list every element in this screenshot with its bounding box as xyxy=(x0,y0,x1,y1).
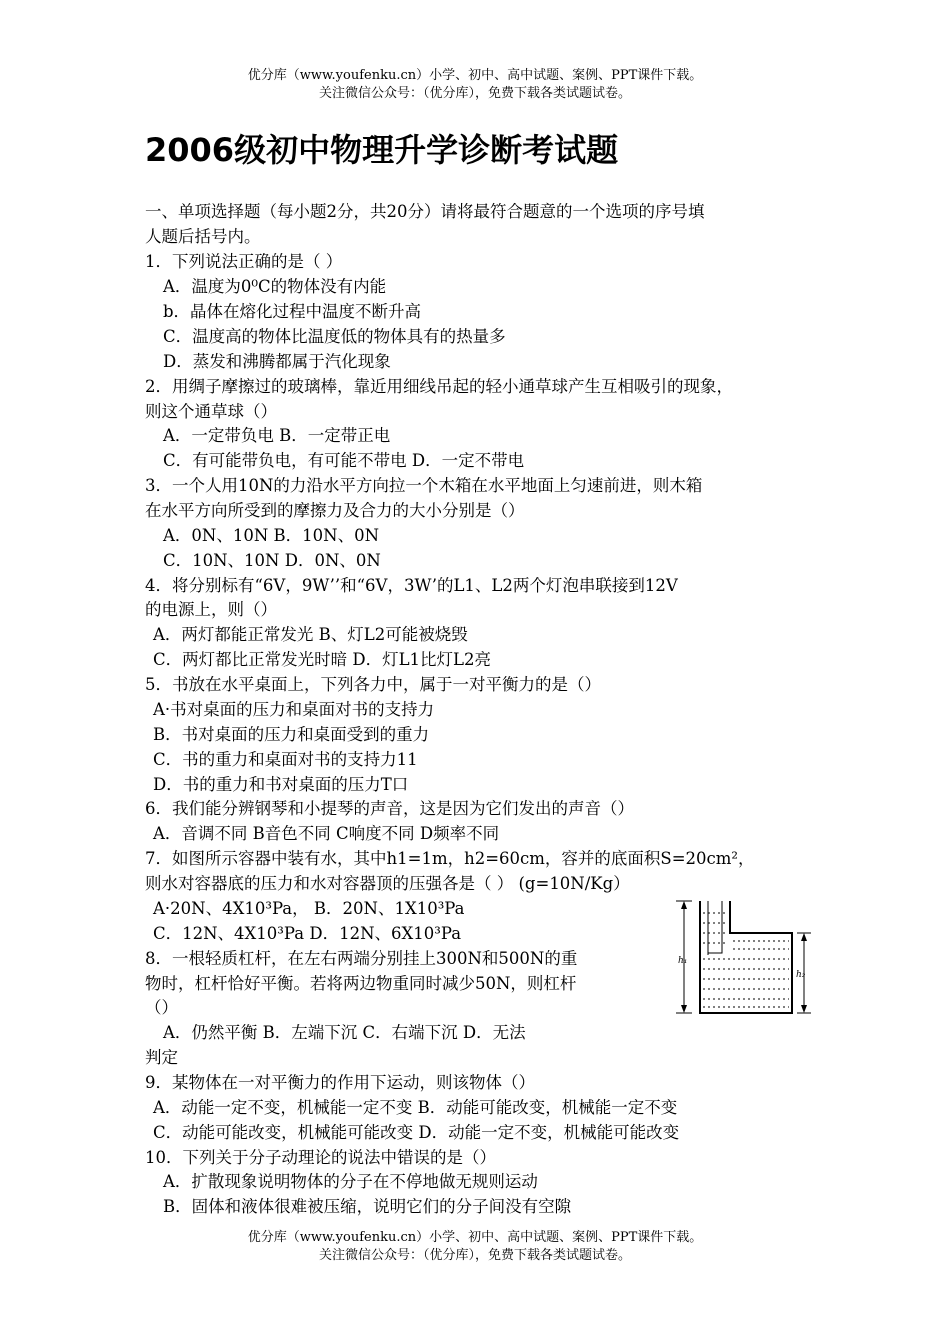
footer-line-1: 优分库（www.youfenku.cn）小学、初中、高中试题、案例、PPT课件下载。 xyxy=(247,1230,703,1245)
q5-stem: 5．书放在水平桌面上，下列各力中，属于一对平衡力的是（） xyxy=(145,675,601,694)
q2-options-cd: C．有可能带负电，有可能不带电 D．一定不带电 xyxy=(163,451,525,470)
q3-stem-line-2: 在水平方向所受到的摩擦力及合力的大小分别是（） xyxy=(145,501,525,520)
q1-option-c: C．温度高的物体比温度低的物体具有的热量多 xyxy=(163,327,506,346)
q8-stem-line-3: （） xyxy=(145,998,178,1017)
q4-stem-line-1: 4．将分别标有“6V，9W’’和“6V，3W’的L1、L2两个灯泡串联接到12V xyxy=(145,576,678,595)
q1-option-d: D．蒸发和沸腾都属于汽化现象 xyxy=(163,352,391,371)
h2-label: h₂ xyxy=(796,970,806,980)
q3-stem-line-1: 3．一个人用10N的力沿水平方向拉一个木箱在水平地面上匀速前进，则木箱 xyxy=(145,476,703,495)
q8-stem-line-2: 物时，杠杆恰好平衡。若将两边物重同时减少50N，则杠杆 xyxy=(145,974,577,993)
h2-arrow-up xyxy=(801,933,807,941)
q7-options-ab: A·20N、4X10³Pa， B．20N、1X10³Pa xyxy=(153,899,465,918)
q8-stem-line-1: 8．一根轻质杠杆，在左右两端分别挂上300N和500N的重 xyxy=(145,949,578,968)
q10-option-b: B．固体和液体很难被压缩，说明它们的分子间没有空隙 xyxy=(163,1197,572,1216)
header-line-1: 优分库（www.youfenku.cn）小学、初中、高中试题、案例、PPT课件下载。 xyxy=(247,68,703,83)
q7-stem-line-1: 7．如图所示容器中装有水，其中h1=1m，h2=60cm，容并的底面积S=20cm²， xyxy=(145,849,755,868)
h2-arrow-down xyxy=(801,1005,807,1013)
q4-options-cd: C．两灯都比正常发光时暗 D．灯L1比灯L2亮 xyxy=(153,650,492,669)
section-intro-line-1: 一、单项选择题（每小题2分，共20分）请将最符合题意的一个选项的序号填 xyxy=(145,202,705,221)
q5-option-b: B．书对桌面的压力和桌面受到的重力 xyxy=(153,725,430,744)
tube-inner-wall xyxy=(708,901,722,953)
q3-options-cd: C．10N、10N D．0N、0N xyxy=(163,551,381,570)
q7-options-cd: C．12N、4X10³Pa D．12N、6X10³Pa xyxy=(153,924,462,943)
q2-options-ab: A．一定带负电 B．一定带正电 xyxy=(163,426,391,445)
q5-option-c: C．书的重力和桌面对书的支持力11 xyxy=(153,750,418,769)
h1-label: h₁ xyxy=(678,956,688,966)
q8-options-cont: 判定 xyxy=(145,1048,178,1067)
section-intro-line-2: 人题后括号内。 xyxy=(145,227,261,246)
header-line-2: 关注微信公众号：（优分库），免费下载各类试题试卷。 xyxy=(318,86,631,101)
h1-arrow-up xyxy=(681,901,687,909)
q6-stem: 6．我们能分辨钢琴和小提琴的声音，这是因为它们发出的声音（） xyxy=(145,799,634,818)
q1-stem: 1．下列说法正确的是（ ） xyxy=(145,252,343,271)
container-outline xyxy=(700,901,792,1013)
q9-stem: 9．某物体在一对平衡力的作用下运动，则该物体（） xyxy=(145,1073,535,1092)
h1-arrow-down xyxy=(681,1005,687,1013)
q5-option-a: A·书对桌面的压力和桌面对书的支持力 xyxy=(153,700,435,719)
water-lines xyxy=(703,913,789,1007)
q2-stem-line-2: 则这个通草球（） xyxy=(145,402,277,421)
container-diagram xyxy=(670,893,815,1023)
q2-stem-line-1: 2．用绸子摩擦过的玻璃棒，靠近用细线吊起的轻小通草球产生互相吸引的现象， xyxy=(145,377,733,396)
q3-options-ab: A．0N、10N B．10N、0N xyxy=(163,526,380,545)
q4-stem-line-2: 的电源上，则（） xyxy=(145,600,277,619)
page-title: 2006级初中物理升学诊断考试题 xyxy=(145,131,619,169)
q6-options: A．音调不同 B音色不同 C响度不同 D频率不同 xyxy=(153,824,500,843)
q9-options-cd: C．动能可能改变，机械能可能改变 D．动能一定不变，机械能可能改变 xyxy=(153,1123,680,1142)
container-figure xyxy=(670,893,815,1027)
q9-options-ab: A．动能一定不变，机械能一定不变 B．动能可能改变，机械能一定不变 xyxy=(153,1098,678,1117)
q1-option-b: b．晶体在熔化过程中温度不断升高 xyxy=(163,302,422,321)
q10-option-a: A．扩散现象说明物体的分子在不停地做无规则运动 xyxy=(163,1172,538,1191)
q10-stem: 10．下列关于分子动理论的说法中错误的是（） xyxy=(145,1148,496,1167)
q5-option-d: D．书的重力和书对桌面的压力T口 xyxy=(153,775,409,794)
q1-option-a: A．温度为0⁰C的物体没有内能 xyxy=(163,277,387,296)
footer-line-2: 关注微信公众号：（优分库），免费下载各类试题试卷。 xyxy=(318,1248,631,1263)
q8-options: A．仍然平衡 B．左端下沉 C．右端下沉 D．无法 xyxy=(163,1023,526,1042)
q7-stem-line-2: 则水对容器底的压力和水对容器顶的压强各是（ ） (g=10N/Kg） xyxy=(145,874,630,893)
q4-options-ab: A．两灯都能正常发光 B、灯L2可能被烧毁 xyxy=(153,625,468,644)
